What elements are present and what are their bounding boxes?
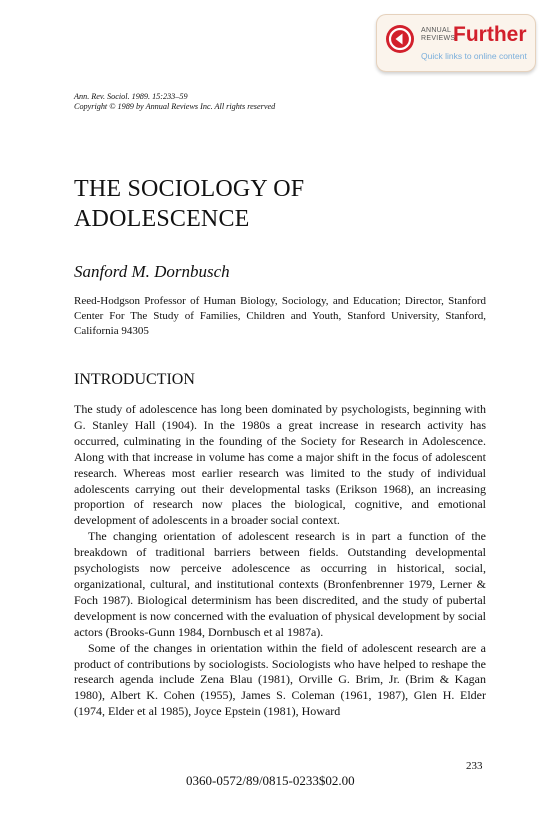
section-heading: INTRODUCTION <box>74 371 195 388</box>
title-line-1: THE SOCIOLOGY OF <box>74 176 305 202</box>
journal-citation <box>74 92 275 112</box>
body-text <box>74 402 486 720</box>
article-title <box>74 174 304 234</box>
article-code: 0360-0572/89/0815-0233$02.00 <box>186 773 355 788</box>
annual-reviews-logo <box>386 25 414 53</box>
author-name: Sanford M. Dornbusch <box>74 262 230 281</box>
play-arrow-icon <box>386 25 414 53</box>
paragraph: The study of adolescence has long been dominated by psychologists, beginning with G. Stanley Hall (1904). In the 1980s a great increase in research activity has occurred, culminating in the founding of the Society for Research in Adolescence. Along with that increase in volume has come a major shift in the focus of adolescent research. Whereas most earlier research was limited to the study of individual adolescents carrying out their developmental tasks (Erikson 1968), an increasing proportion of research now places the biological, cognitive, and emotional development of adolescents in a broader social context. <box>74 402 486 528</box>
further-badge[interactable] <box>376 14 536 72</box>
page-number: 233 <box>466 760 483 772</box>
citation-line-1: Ann. Rev. Sociol. 1989. 15:233–59 <box>74 92 188 101</box>
paragraph: The changing orientation of adolescent research is in part a function of the breakdown of traditional barriers between fields. Outstanding developmental psychologists now perceive adolescence as occurring in historical, social, organizational, cultural, and institutional contexts (Bronfenbrenner 1979, Lerner & Foch 1987). Biological determinism has been discredited, and the study of pubertal development is now concerned with the evaluation of physical development by social actors (Brooks-Gunn 1984, Dornbusch et al 1987a). <box>74 529 486 639</box>
author-affiliation: Reed-Hodgson Professor of Human Biology, Sociology, and Education; Director, Stanford Center For The Study of Families, Children and Youth, Stanford University, Stanford, California 94305 <box>74 295 486 337</box>
citation-copyright: Copyright © 1989 by Annual Reviews Inc. All rights reserved <box>74 102 276 111</box>
brand-line-annual: ANNUAL <box>421 27 452 34</box>
brand-annual-reviews <box>421 27 455 43</box>
brand-line-reviews: REVIEWS <box>421 35 456 42</box>
quick-links-link[interactable]: Quick links to online content <box>421 51 527 61</box>
title-line-2: ADOLESCENCE <box>74 206 250 232</box>
brand-further: Further <box>453 23 527 46</box>
paragraph: Some of the changes in orientation within the field of adolescent research are a product of contributions by sociologists. Sociologists who have helped to reshape the research agenda include Zena Blau (1981), Orville G. Brim, Jr. (Brim & Kagan 1980), Albert K. Cohen (1955), James S. Coleman (1961, 1987), Glen H. Elder (1974, Elder et al 1985), Joyce Epstein (1981), Howard <box>74 640 486 719</box>
